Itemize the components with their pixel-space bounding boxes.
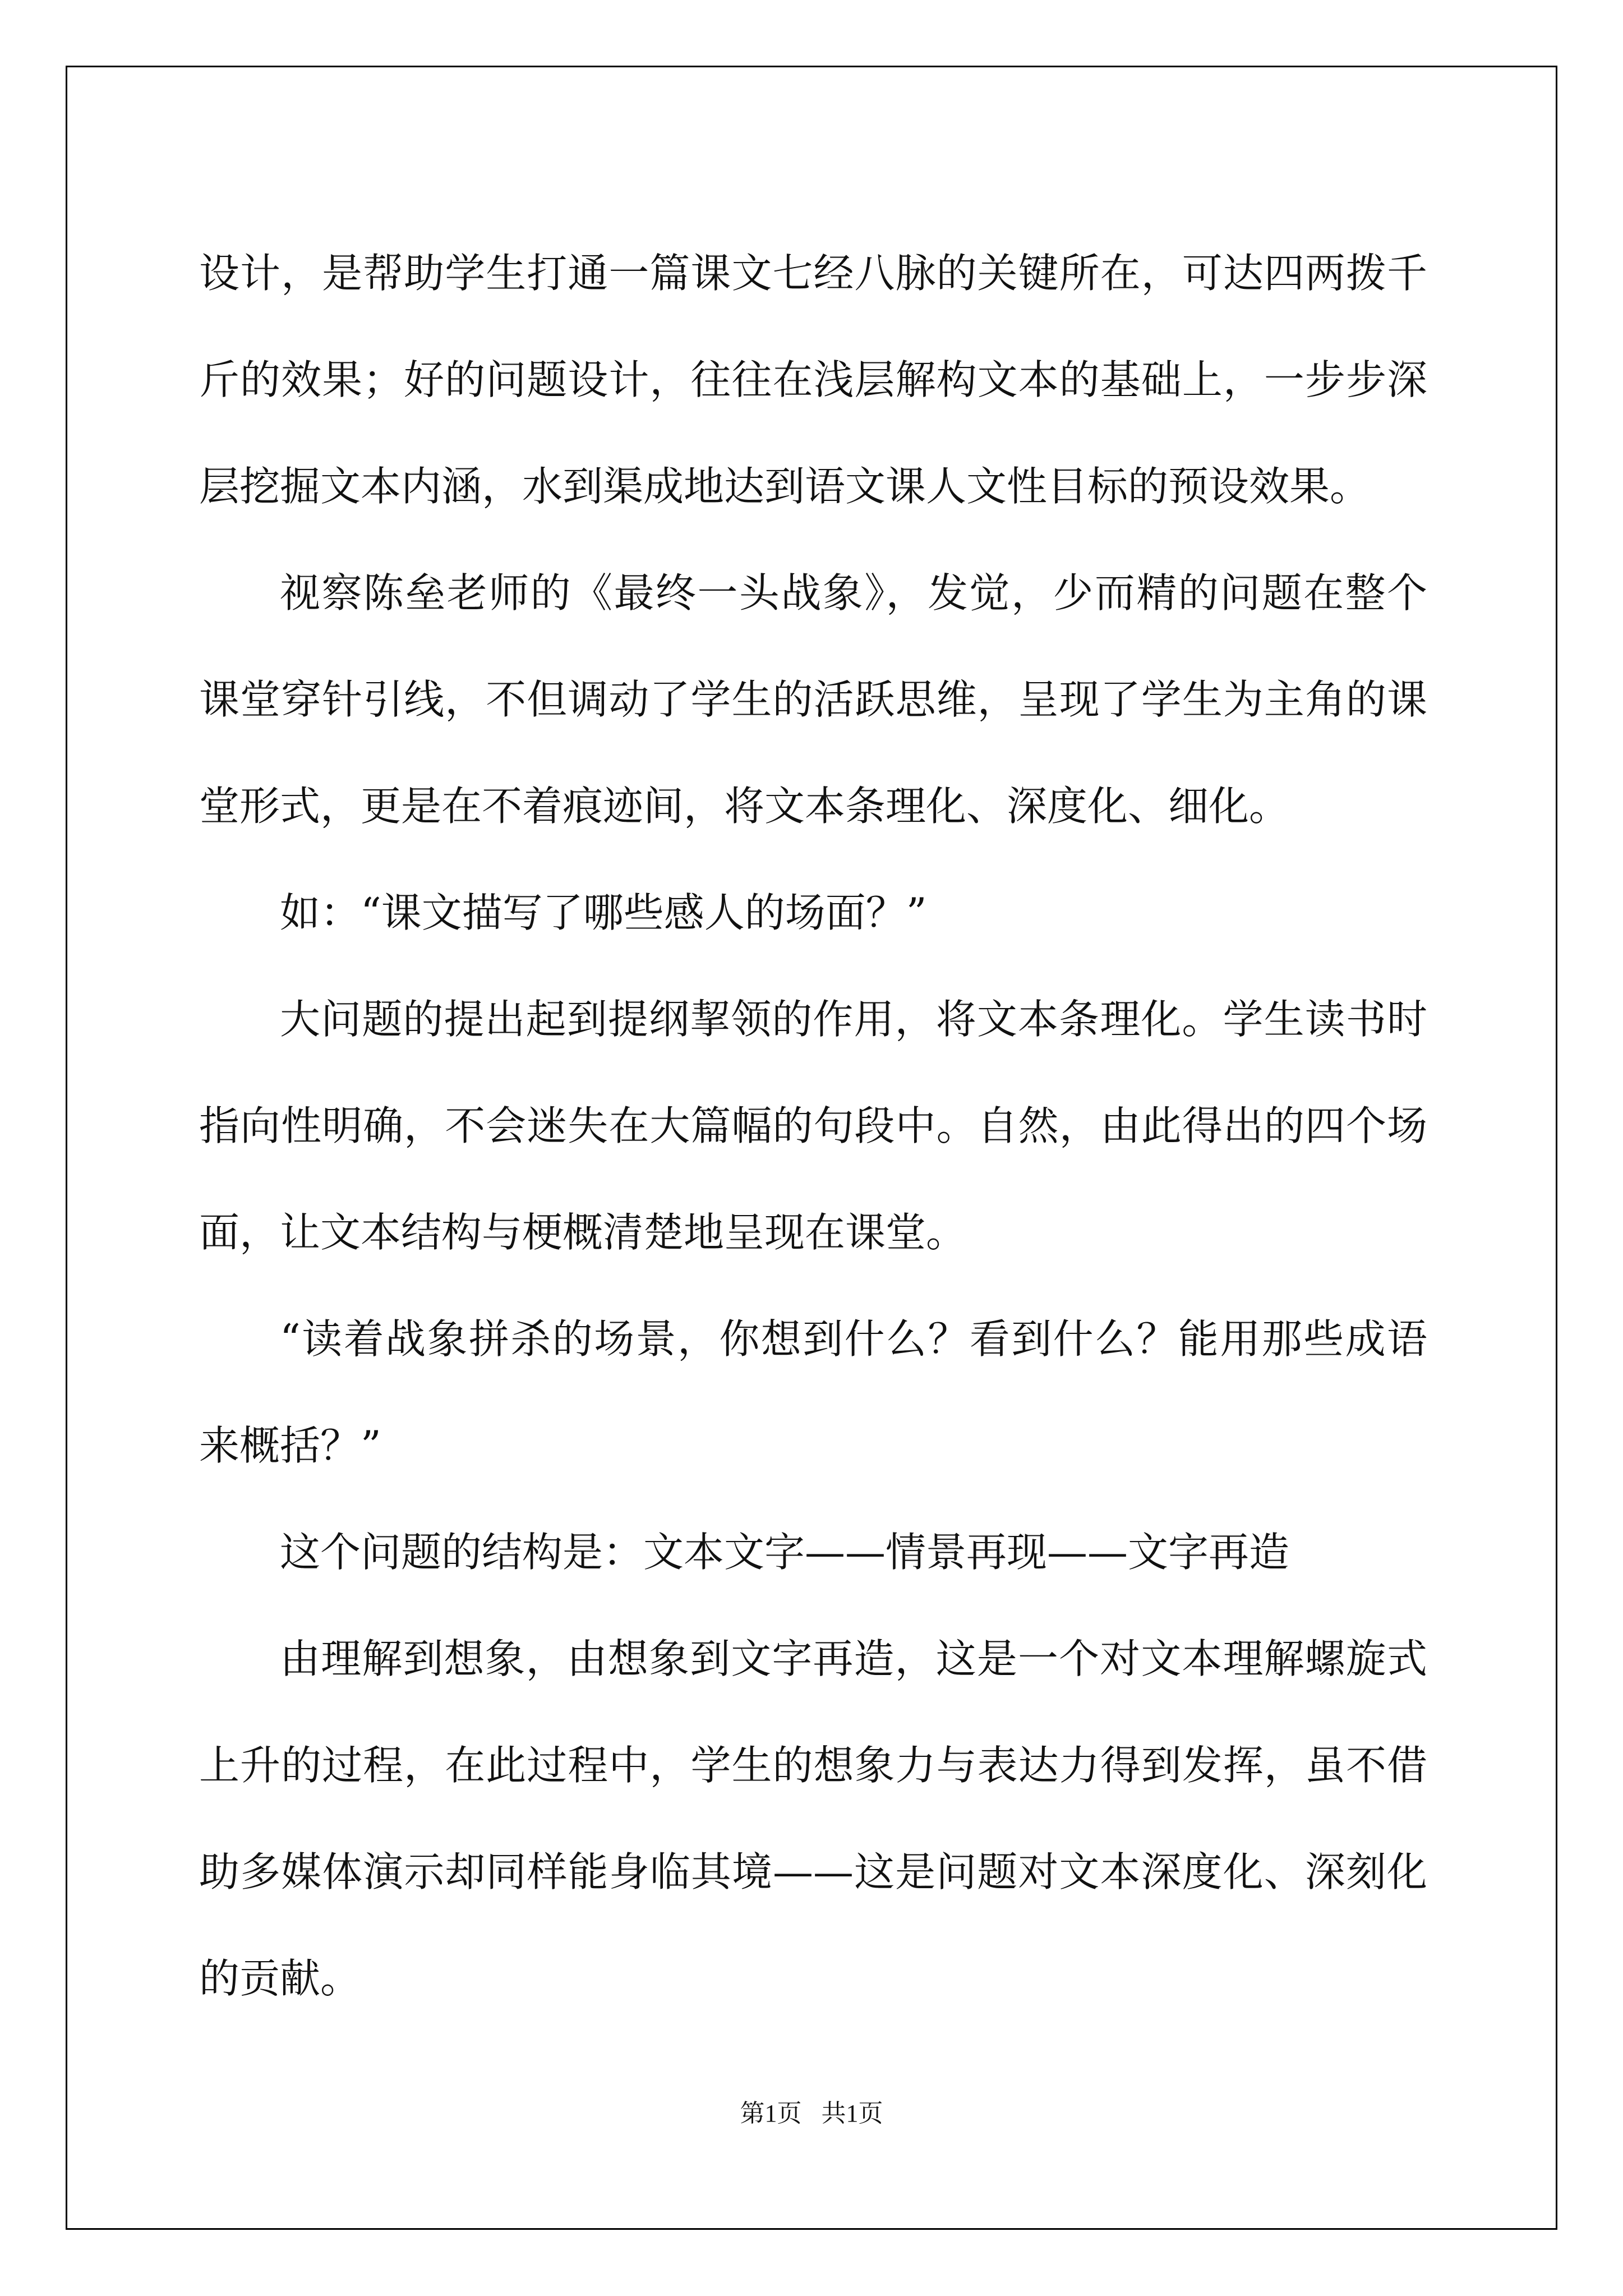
paragraph-7: 由理解到想象，由想象到文字再造，这是一个对文本理解螺旋式上升的过程，在此过程中，学生的想象力与表达力得到发挥，虽不借助多媒体演示却同样能身临其境——这是问题对文本深度化、深刻化的贡献。 [199,1635,1427,2002]
page-number: 第1页 [740,2100,802,2127]
paragraph-5: “读着战象拼杀的场景，你想到什么？看到什么？能用那些成语来概括？” [199,1315,1427,1469]
paragraph-3: 如：“课文描写了哪些感人的场面？” [280,889,927,936]
page-total: 共1页 [821,2100,883,2127]
paragraph-6: 这个问题的结构是：文本文字——情景再现——文字再造 [280,1529,1290,1576]
document-body [199,220,1427,2032]
paragraph-1: 设计，是帮助学生打通一篇课文七经八脉的关键所在，可达四两拨千斤的效果；好的问题设计，往往在浅层解构文本的基础上，一步步深层挖掘文本内涵，水到渠成地达到语文课人文性目标的预设效果。 [199,250,1427,510]
paragraph-4: 大问题的提出起到提纲挈领的作用，将文本条理化。学生读书时指向性明确，不会迷失在大篇幅的句段中。自然，由此得出的四个场面，让文本结构与梗概清楚地呈现在课堂。 [199,996,1427,1256]
page-footer [0,2097,1623,2131]
paragraph-2: 视察陈垒老师的《最终一头战象》，发觉，少而精的问题在整个课堂穿针引线，不但调动了学生的活跃思维，呈现了学生为主角的课堂形式，更是在不着痕迹间，将文本条理化、深度化、细化。 [199,569,1427,830]
